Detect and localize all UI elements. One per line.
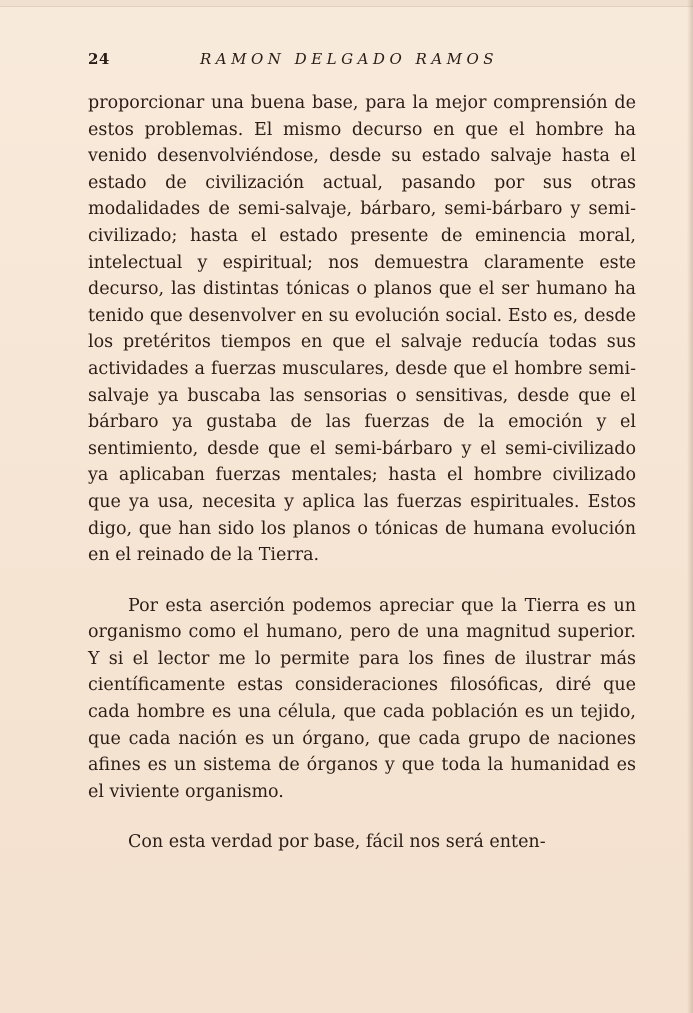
running-head-author: RAMON DELGADO RAMOS bbox=[200, 50, 499, 68]
page-header bbox=[88, 50, 638, 74]
paragraph-1: proporcionar una buena base, para la mejor comprensión de estos problemas. El mismo decurso en que el hombre ha venido desenvolviéndose, desde su estado salvaje hasta el estado de civilización actual, pasando por sus otras modalidades de semi-salvaje, bárbaro, semi-bárbaro y semi-civilizado; hasta el estado presente de eminencia moral, intelectual y espiritual; nos demuestra claramente este decurso, las distintas tónicas o planos que el ser humano ha tenido que desenvolver en su evolución social. Esto es, desde los pretéritos tiempos en que el salvaje reducía todas sus actividades a fuerzas musculares, desde que el hombre semi-salvaje ya buscaba las sensorias o sensitivas, desde que el bárbaro ya gustaba de las fuerzas de la emoción y el sentimiento, desde que el semi-bárbaro y el semi-civilizado ya aplicaban fuerzas mentales; hasta el hombre civilizado que ya usa, necesita y aplica las fuerzas espirituales. Estos digo, que han sido los planos o tónicas de humana evolución en el reinado de la Tierra. bbox=[88, 93, 636, 566]
page-number: 24 bbox=[88, 50, 110, 68]
body-text bbox=[88, 90, 636, 856]
paragraph-3: Con esta verdad por base, fácil nos será enten- bbox=[128, 832, 546, 853]
paragraph-2: Por esta aserción podemos apreciar que la Tierra es un organismo como el humano, pero de una magnitud superior. Y si el lector me lo permite para los fines de ilustrar más científicamente estas consideraciones filosóficas, diré que cada hombre es una célula, que cada población es un tejido, que cada nación es un órgano, que cada grupo de naciones afines es un sistema de órganos y que toda la humanidad es el viviente organismo. bbox=[88, 595, 636, 802]
